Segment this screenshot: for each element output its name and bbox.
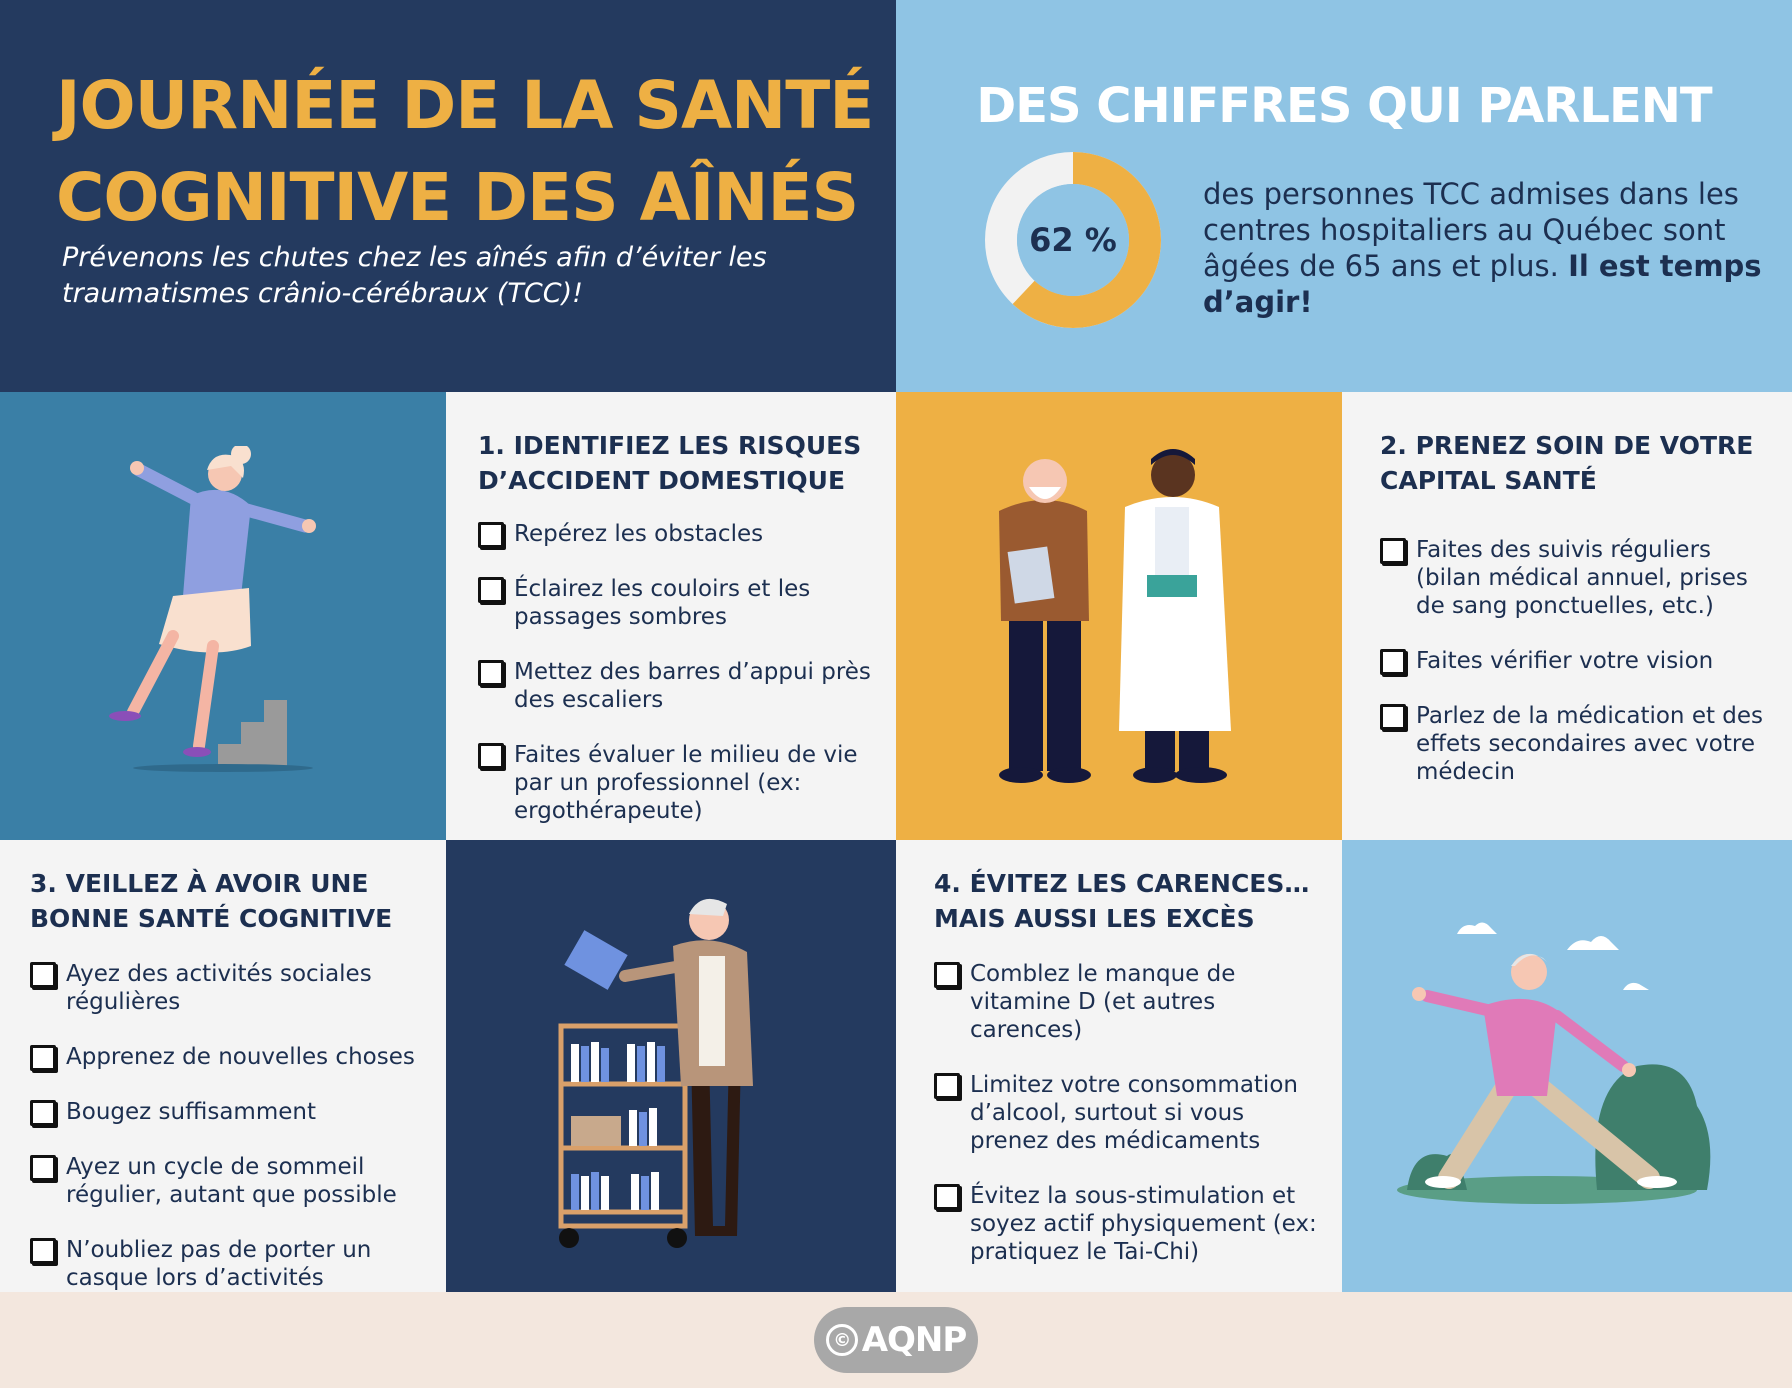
checkbox-icon (934, 962, 960, 988)
checklist-item (30, 1043, 430, 1071)
stats-panel (896, 0, 1792, 392)
section-2-title-line-2: CAPITAL SANTÉ (1380, 466, 1597, 495)
checklist-item-text: Faites évaluer le milieu de vie par un professionnel (ex: ergothérapeute) (514, 742, 858, 824)
aqnp-logo (814, 1307, 978, 1373)
checkbox-icon (1380, 649, 1406, 675)
copyright-icon: © (826, 1324, 858, 1356)
checklist-item (478, 575, 876, 631)
checkbox-icon (1380, 538, 1406, 564)
section-2-title-line-1: 2. PRENEZ SOIN DE VOTRE (1380, 431, 1754, 460)
checklist-item (934, 1182, 1326, 1266)
title-line-2: COGNITIVE DES AÎNÉS (56, 159, 859, 236)
checkbox-icon (478, 660, 504, 686)
subtitle-line-2: traumatismes crânio-cérébraux (TCC)! (62, 278, 583, 309)
checkbox-icon (478, 522, 504, 548)
checklist-item (478, 658, 876, 714)
checkbox-icon (934, 1184, 960, 1210)
section-4-title (934, 866, 1326, 936)
section-4-title-line-1: 4. ÉVITEZ LES CARENCES… (934, 869, 1310, 898)
title-line-1: JOURNÉE DE LA SANTÉ (56, 67, 874, 144)
checklist-item (30, 1098, 430, 1126)
checklist-item-text: Éclairez les couloirs et les passages sombres (514, 576, 811, 630)
illustration-senior-doctor (896, 392, 1342, 840)
stat-body: des personnes TCC admises dans les centres hospitaliers au Québec sont âgées de 65 ans et plus. (1203, 177, 1739, 283)
checklist-item-text: Faites vérifier votre vision (1416, 648, 1714, 674)
checklist-item-text: Limitez votre consommation d’alcool, surtout si vous prenez des médicaments (970, 1072, 1298, 1154)
section-3-title-line-1: 3. VEILLEZ À AVOIR UNE (30, 869, 369, 898)
section-1-title (478, 428, 876, 498)
page-subtitle (62, 240, 842, 312)
checkbox-icon (30, 1100, 56, 1126)
section-1-checklist (478, 520, 876, 825)
checklist-item-text: Bougez suffisamment (66, 1099, 316, 1125)
section-3-checklist (30, 960, 430, 1320)
stat-emphasis: Il est temps d’agir! (1203, 249, 1762, 319)
checklist-item (478, 520, 876, 548)
section-2-title (1380, 428, 1772, 498)
checkbox-icon (1380, 704, 1406, 730)
checklist-item (1380, 647, 1772, 675)
subtitle-line-1: Prévenons les chutes chez les aînés afin d’éviter les (62, 242, 767, 273)
checklist-item-text: Faites des suivis réguliers (bilan médical annuel, prises de sang ponctuelles, etc.) (1416, 537, 1748, 619)
page-title (56, 60, 873, 244)
checkbox-icon (478, 743, 504, 769)
section-4-title-line-2: MAIS AUSSI LES EXCÈS (934, 904, 1255, 933)
senior-with-doctor-image (969, 431, 1269, 801)
senior-tai-chi-image (1387, 906, 1747, 1226)
falling-woman-image (73, 446, 373, 786)
section-4-checklist (934, 960, 1326, 1266)
section-4 (896, 840, 1342, 1292)
section-2-checklist (1380, 536, 1772, 786)
checklist-item-text: Parlez de la médication et des effets secondaires avec votre médecin (1416, 703, 1764, 785)
stats-title: DES CHIFFRES QUI PARLENT (976, 78, 1712, 134)
checklist-item-text: Apprenez de nouvelles choses (66, 1044, 415, 1070)
checklist-item-text: Évitez la sous-stimulation et soyez actif physiquement (ex: pratiquez le Tai-Chi) (970, 1183, 1317, 1265)
senior-with-book-cart-image (541, 876, 801, 1256)
checkbox-icon (934, 1073, 960, 1099)
checklist-item-text: Ayez un cycle de sommeil régulier, autant que possible (66, 1154, 397, 1208)
checklist-item-text: Repérez les obstacles (514, 521, 764, 547)
section-1 (446, 392, 896, 840)
section-1-title-line-2: D’ACCIDENT DOMESTIQUE (478, 466, 846, 495)
checkbox-icon (30, 1045, 56, 1071)
stat-text (1203, 176, 1763, 320)
checklist-item (30, 960, 430, 1016)
section-3-title-line-2: BONNE SANTÉ COGNITIVE (30, 904, 393, 933)
section-3 (0, 840, 446, 1292)
section-2 (1342, 392, 1792, 840)
section-1-title-line-1: 1. IDENTIFIEZ LES RISQUES (478, 431, 862, 460)
checklist-item (1380, 536, 1772, 620)
checklist-item (478, 741, 876, 825)
checklist-item-text: Mettez des barres d’appui près des escaliers (514, 659, 871, 713)
header-panel (0, 0, 896, 392)
checkbox-icon (478, 577, 504, 603)
section-3-title (30, 866, 430, 936)
percent-label: 62 % (1029, 221, 1117, 259)
checkbox-icon (30, 962, 56, 988)
illustration-tai-chi (1342, 840, 1792, 1292)
checkbox-icon (30, 1155, 56, 1181)
illustration-senior-books (446, 840, 896, 1292)
logo-text: AQNP (861, 1320, 967, 1360)
checklist-item-text: Ayez des activités sociales régulières (66, 961, 372, 1015)
checklist-item (30, 1153, 430, 1209)
checklist-item-text: Comblez le manque de vitamine D (et autres carences) (970, 961, 1236, 1043)
checklist-item (934, 1071, 1326, 1155)
checkbox-icon (30, 1238, 56, 1264)
checklist-item-text: N’oubliez pas de porter un casque lors d’activités (66, 1237, 372, 1291)
checklist-item (934, 960, 1326, 1044)
illustration-falling-woman (0, 392, 446, 840)
checklist-item (1380, 702, 1772, 786)
